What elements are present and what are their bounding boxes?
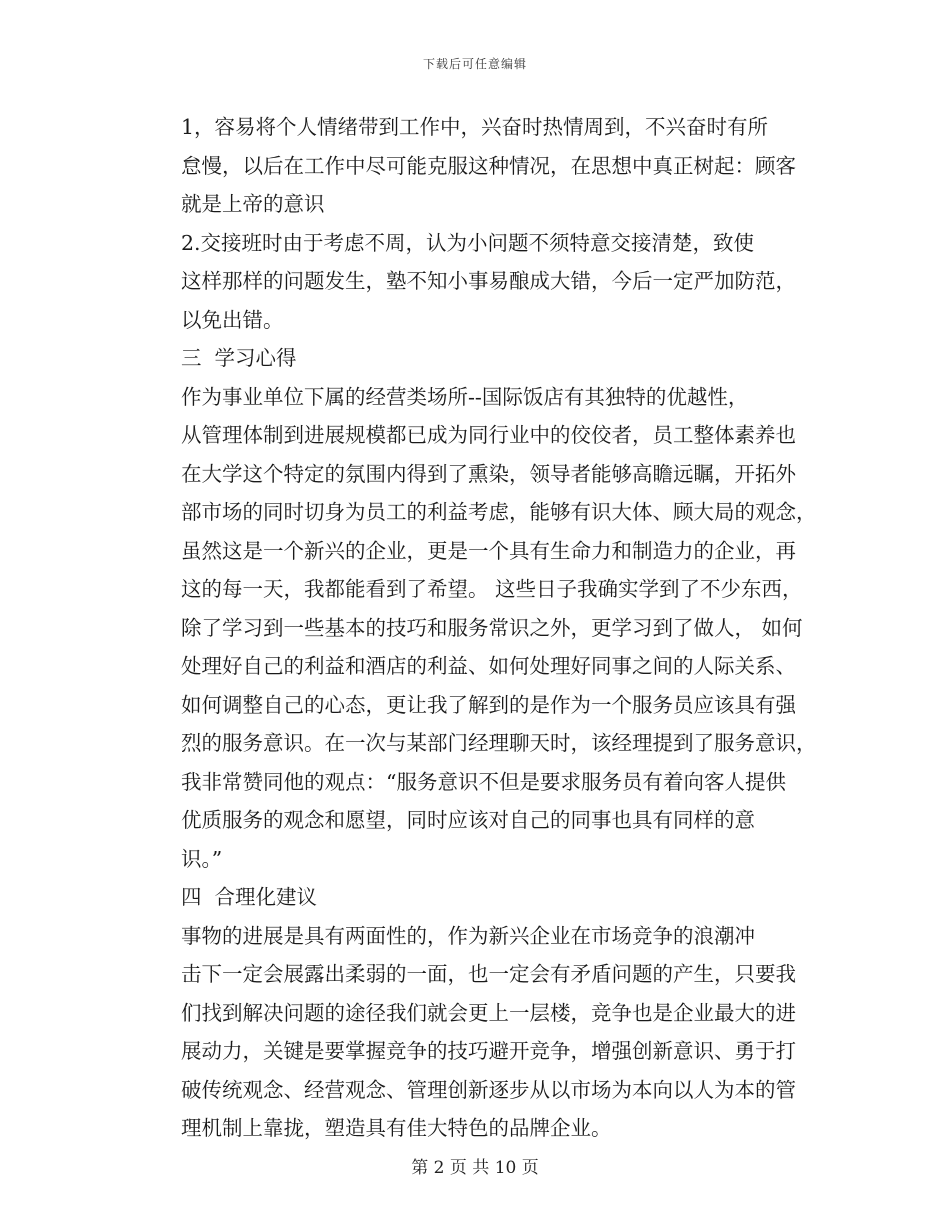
paragraph-2: [140, 224, 820, 340]
header-note: 下载后可任意编辑: [422, 57, 527, 71]
text-line: 如何调整自己的心态，更让我了解到的是作为一个服务员应该具有强: [181, 692, 796, 717]
text-line: 怠慢，以后在工作中尽可能克服这种情况，在思想中真正树起：顾客: [181, 153, 796, 178]
text-line: 除了学习到一些基本的技巧和服务常识之外，更学习到了做人， 如何: [181, 615, 803, 640]
text-line: 识。”: [181, 846, 223, 871]
text-line: 在大学这个特定的氛围内得到了熏染，领导者能够高瞻远瞩，开拓外: [181, 461, 796, 486]
document-body: [140, 108, 820, 1148]
text-line: 虽然这是一个新兴的企业，更是一个具有生命力和制造力的企业，再: [181, 538, 796, 563]
text-line: 烈的服务意识。在一次与某部门经理聊天时，该经理提到了服务意识，: [181, 731, 817, 755]
text-line: 从管理体制到进展规模都已成为同行业中的佼佼者，员工整体素养也: [181, 423, 796, 447]
section-heading-3: 三 学习心得: [181, 346, 297, 370]
text-line: 优质服务的观念和愿望，同时应该对自己的同事也具有同样的意: [181, 808, 755, 832]
text-line: 处理好自己的利益和酒店的利益、如何处理好同事之间的人际关系、: [181, 654, 796, 678]
text-line: 2.交接班时由于考虑不周，认为小问题不须特意交接清楚，致使: [181, 230, 755, 255]
text-line: 击下一定会展露出柔弱的一面，也一定会有矛盾问题的产生，只要我: [181, 962, 796, 986]
section-heading-4: 四 合理化建议: [181, 885, 318, 909]
page-number: 第 2 页 共 10 页: [411, 1158, 539, 1178]
paragraph-3: [140, 378, 820, 879]
text-line: 部市场的同时切身为员工的利益考虑，能够有识大体、顾大局的观念，: [181, 500, 817, 524]
text-line: 展动力，关键是要掌握竞争的技巧避开竞争，增强创新意识、勇于打: [181, 1039, 796, 1063]
text-line: 就是上帝的意识: [181, 192, 325, 216]
text-line: 理机制上靠拢，塑造具有佳大特色的品牌企业。: [181, 1116, 612, 1140]
paragraph-1: [140, 108, 820, 224]
paragraph-4: [140, 917, 820, 1148]
text-line: 们找到解决问题的途径我们就会更上一层楼，竞争也是企业最大的进: [181, 1000, 796, 1025]
text-line: 以免出错。: [181, 307, 284, 332]
text-line: 作为事业单位下属的经营类场所--国际饭店有其独特的优越性，: [181, 384, 749, 409]
text-line: 破传统观念、经营观念、管理创新逐步从以市场为本向以人为本的管: [181, 1077, 796, 1102]
text-line: 事物的进展是具有两面性的，作为新兴企业在市场竞争的浪潮冲: [181, 923, 755, 948]
text-line: 这的每一天，我都能看到了希望。 这些日子我确实学到了不少东西，: [181, 577, 803, 601]
text-line: 我非常赞同他的观点：“服务意识不但是要求服务员有着向客人提供: [181, 769, 786, 794]
text-line: 这样那样的问题发生，塾不知小事易酿成大错，今后一定严加防范，: [181, 269, 796, 293]
text-line: 1，容易将个人情绪带到工作中，兴奋时热情周到，不兴奋时有所: [181, 115, 769, 139]
